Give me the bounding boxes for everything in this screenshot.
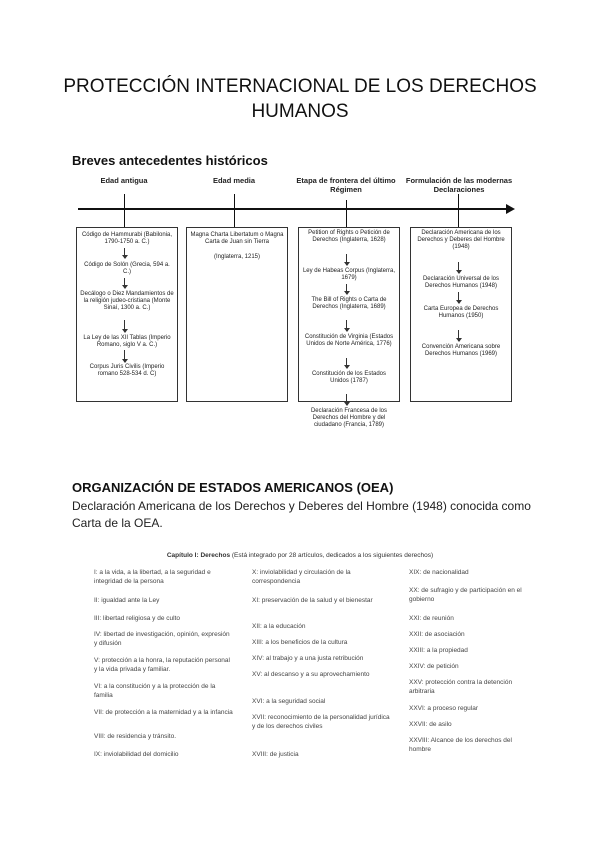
hist-item: Corpus Juris Civilis (Imperio romano 528-534 d. C) xyxy=(89,364,165,377)
right-item: XXI: de reunión xyxy=(409,615,454,622)
down-arrow xyxy=(346,358,347,368)
right-item: VII: de protección a la maternidad y a la infancia xyxy=(94,709,233,716)
hist-item: Ley de Habeas Corpus (Inglaterra, 1679) xyxy=(302,268,396,281)
right-item: XII: a la educación xyxy=(252,623,306,630)
right-item: XXVIII: Alcance de los derechos del hombre xyxy=(409,737,512,753)
right-item: XI: preservación de la salud y el bienestar xyxy=(252,597,373,604)
hist-item: La Ley de las XII Tablas (Imperio Romano, siglo V a. C.) xyxy=(83,335,171,348)
hist-item: Decálogo o Diez Mandamientos de la religión judeo-cristiana (Monte Sinaí, 1300 a. C.) xyxy=(80,291,174,311)
rights-caption xyxy=(70,552,530,559)
right-item: XVII: reconocimiento de la personalidad jurídica y de los derechos civiles xyxy=(252,714,390,730)
right-item: X: inviolabilidad y circulación de la correspondencia xyxy=(252,569,351,585)
era-label-modernas: Formulación de las modernas Declaraciones xyxy=(405,176,513,194)
era-label-antigua: Edad antigua xyxy=(100,176,148,185)
page-title xyxy=(40,74,560,124)
right-item: XXIII: a la propiedad xyxy=(409,647,468,654)
down-arrow xyxy=(124,350,125,362)
hist-item: Declaración Universal de los Derechos Humanos (1948) xyxy=(422,276,500,289)
era-tick-3 xyxy=(346,200,347,228)
era-tick-1 xyxy=(124,194,125,228)
down-arrow xyxy=(124,320,125,332)
hist-item: (Inglaterra, 1215) xyxy=(213,254,261,260)
right-item: XVI: a la seguridad social xyxy=(252,698,326,705)
hist-item: Petition of Rights o Petición de Derechos (Inglaterra, 1628) xyxy=(308,230,390,243)
rights-caption-bold: Capítulo I: Derechos xyxy=(166,552,231,559)
right-item: II: igualdad ante la Ley xyxy=(94,597,160,604)
right-item: I: a la vida, a la libertad, a la seguridad e integridad de la persona xyxy=(94,569,211,585)
right-item: VI: a la constitución y a la protección de la familia xyxy=(94,683,216,699)
section-heading-oea: ORGANIZACIÓN DE ESTADOS AMERICANOS (OEA) xyxy=(72,480,394,495)
hist-item: Declaración Americana de los Derechos y Deberes del Hombre (1948) xyxy=(417,230,505,250)
right-item: XXV: protección contra la detención arbitraria xyxy=(409,679,513,695)
down-arrow xyxy=(458,262,459,273)
hist-item: Magna Charta Libertatum o Magna Carta de Juan sin Tierra xyxy=(190,232,284,245)
right-item: IV: libertad de investigación, opinión, expresión y difusión xyxy=(94,631,230,647)
right-item: V: protección a la honra, la reputación personal y la vida privada y familiar. xyxy=(94,657,230,673)
down-arrow xyxy=(346,320,347,331)
hist-item: Convención Americana sobre Derechos Humanos (1969) xyxy=(421,344,501,357)
hist-item: Constitución de Virginia (Estados Unidos de Norte América, 1776) xyxy=(304,334,394,347)
timeline-arrow-head xyxy=(506,204,515,214)
down-arrow xyxy=(124,278,125,288)
right-item: XXIV: de petición xyxy=(409,663,459,670)
down-arrow xyxy=(124,248,125,258)
down-arrow xyxy=(346,284,347,294)
right-item: XX: de sufragio y de participación en el gobierno xyxy=(409,587,522,603)
era-label-frontera: Etapa de frontera del último Régimen xyxy=(296,176,396,194)
right-item: XXVII: de asilo xyxy=(409,721,452,728)
right-item: III: libertad religiosa y de culto xyxy=(94,615,180,622)
right-item: XXII: de asociación xyxy=(409,631,465,638)
section-heading-history: Breves antecedentes históricos xyxy=(72,153,268,168)
down-arrow xyxy=(458,330,459,341)
era-tick-2 xyxy=(234,194,235,228)
right-item: VIII: de residencia y tránsito. xyxy=(94,733,177,740)
down-arrow xyxy=(346,254,347,265)
right-item: IX: inviolabilidad del domicilio xyxy=(94,751,179,758)
right-item: XVIII: de justicia xyxy=(252,751,299,758)
right-item: XV: al descanso y a su aprovechamiento xyxy=(252,671,370,678)
right-item: XIII: a los beneficios de la cultura xyxy=(252,639,348,646)
era-tick-4 xyxy=(458,194,459,228)
title-line-1: PROTECCIÓN INTERNACIONAL DE LOS DERECHOS xyxy=(63,76,537,97)
down-arrow xyxy=(458,292,459,303)
rights-caption-rest: (Está integrado por 28 artículos, dedicados a los siguientes derechos) xyxy=(230,552,434,559)
right-item: XIX: de nacionalidad xyxy=(409,569,469,576)
right-item: XIV: al trabajo y a una justa retribución xyxy=(252,655,364,662)
hist-item: Declaración Francesa de los Derechos del Hombre y del ciudadano (Francia, 1789) xyxy=(310,408,388,428)
hist-item: Constitución de los Estados Unidos (1787) xyxy=(311,371,387,384)
title-line-2: HUMANOS xyxy=(251,101,349,122)
hist-item: The Bill of Rights o Carta de Derechos (Inglaterra, 1689) xyxy=(311,297,387,310)
down-arrow xyxy=(346,394,347,405)
oea-paragraph: Declaración Americana de los Derechos y Deberes del Hombre (1948) conocida como Carta de la OEA. xyxy=(72,499,531,530)
hist-item: Código de Hammurabi (Babilonia, 1790-1750 a. C.) xyxy=(81,232,173,245)
hist-item: Carta Europea de Derechos Humanos (1950) xyxy=(423,306,499,319)
timeline-axis xyxy=(78,208,508,210)
era-label-media: Edad media xyxy=(212,176,256,185)
hist-item: Código de Solón (Grecia, 594 a. C.) xyxy=(84,262,170,275)
right-item: XXVI: a proceso regular xyxy=(409,705,479,712)
